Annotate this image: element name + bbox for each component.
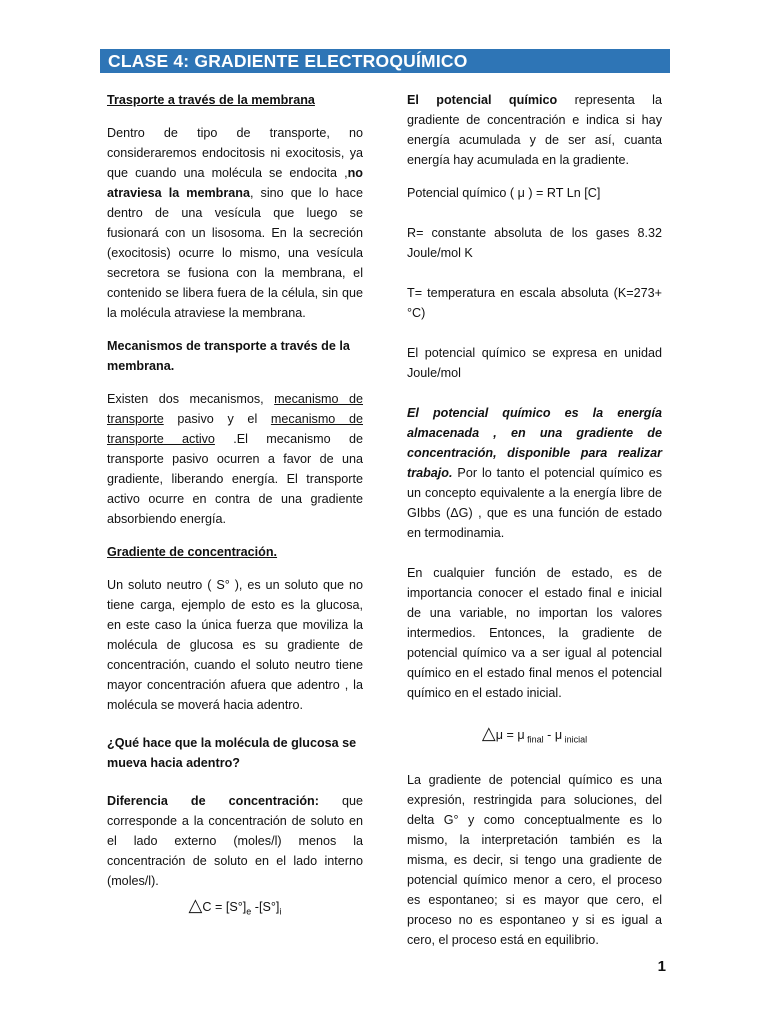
header-year: 2014 [725, 51, 765, 71]
section-heading-gradient: Gradiente de concentración. [107, 545, 278, 559]
definition-r: R= constante absoluta de los gases 8.32 Joule/mol K [407, 226, 662, 260]
left-column [107, 90, 363, 922]
paragraph-text: Existen dos mecanismos, [107, 392, 275, 406]
paragraph-state-function: En cualquier función de estado, es de importancia conocer el estado final e inicial de una variable, no importan los valores intermedios. Entonces, la gradiente de potencial químico va a ser igual al potencial químico en el estado final menos el potencial químico en el estado inicial. [407, 566, 662, 700]
formula-text: μ = μ [495, 728, 525, 742]
paragraph-energy [407, 403, 662, 543]
right-column [407, 90, 662, 963]
paragraph-endocytosis [107, 123, 363, 323]
bold-phrase: El potencial químico [407, 93, 558, 107]
formula-text: C = [S°] [202, 900, 247, 914]
paragraph-text: Dentro de tipo de transporte, no consideraremos endocitosis ni exocitosis, ya que cuando una molécula se endocita , [107, 126, 363, 180]
page-title: CLASE 4: GRADIENTE ELECTROQUÍMICO [108, 51, 468, 71]
formula-text: -[S°] [251, 900, 280, 914]
paragraph-text: representa la gradiente de concentración e indica si hay energía acumulada y de ser así, cuanta energía hay acumulada en la gradiente. [407, 93, 662, 167]
formula-subscript: e [246, 906, 252, 917]
delta-symbol: △ [481, 723, 496, 743]
paragraph-neutral-solute: Un soluto neutro ( S° ), es un soluto que no tiene carga, ejemplo de esto es la glucosa, en este caso la única fuerza que moviliza la molécula de glucosa es su gradiente de concentración, cuando el soluto neutro tiene mayor concentración afuera que adentro , la molécula se moverá hacia adentro. [107, 578, 363, 712]
concentration-formula [107, 895, 363, 922]
bold-phrase: no atraviesa la membrana [107, 166, 363, 200]
paragraph-text: .El mecanismo de transporte pasivo ocurren a favor de una gradiente, liberando energía. El transporte activo ocurre en contra de una gradiente absorbiendo energía. [107, 432, 364, 526]
paragraph-text: pasivo y el [163, 412, 271, 426]
section-heading-transport: Trasporte a través de la membrana [107, 93, 315, 107]
paragraph-text: Por lo tanto el potencial químico es un concepto equivalente a la energía libre de GIbbs (ΔG) , que es una función de estado en termodinamia. [407, 466, 662, 540]
formula-subscript: final [524, 734, 544, 745]
chemical-potential-formula: Potencial químico ( μ ) = RT Ln [C] [407, 186, 601, 200]
header-divider [712, 49, 715, 73]
paragraph-text: , sino que lo hace dentro de una vesícula que luego se fusionará con un lisosoma. En la secreción (exocitosis) ocurre lo mismo, una vesícula secretora se fusiona con la membrana, el contenido se libera fuera de la célula, sin que la molécula atraviese la membrana. [107, 186, 363, 320]
paragraph-chemical-potential [407, 90, 662, 170]
paragraph-concentration-difference [107, 791, 363, 891]
formula-text: - μ [543, 728, 563, 742]
paragraph-text: que corresponde a la concentración de soluto en el lado externo (moles/l) menos la concentración de soluto en el lado interno (moles/l). [107, 794, 363, 888]
potential-gradient-formula [407, 723, 662, 750]
bold-italic-phrase: El potencial químico es la energía almacenada , en una gradiente de concentración, disponible para realizar trabajo. [407, 406, 662, 480]
underlined-phrase: mecanismo de transporte activo [107, 412, 363, 446]
underlined-phrase: mecanismo de transporte [107, 392, 363, 426]
formula-subscript: i [279, 906, 282, 917]
formula-subscript: inicial [562, 734, 588, 745]
paragraph-unit: El potencial químico se expresa en unidad Joule/mol [407, 346, 662, 380]
page-number: 1 [657, 958, 666, 975]
delta-symbol: △ [188, 895, 203, 915]
paragraph-interpretation: La gradiente de potencial químico es una expresión, restringida para soluciones, del delta G° y como conceptualmente es lo mismo, la interpretación también es la misma, es decir, si tengo una gradiente de potencial químico menor a cero, el proceso es espontaneo; si es mayor que cero, el proceso no es espontaneo y si es igual a cero, el proceso está en equilibrio. [407, 772, 662, 947]
header-bar [100, 49, 765, 73]
paragraph-mechanisms [107, 389, 363, 529]
bold-phrase: Diferencia de concentración: [107, 794, 319, 808]
section-heading-mechanisms: Mecanismos de transporte a través de la membrana. [107, 339, 350, 373]
definition-t: T= temperatura en escala absoluta (K=273+°C) [407, 286, 662, 320]
question-heading: ¿Qué hace que la molécula de glucosa se mueva hacia adentro? [107, 736, 357, 770]
